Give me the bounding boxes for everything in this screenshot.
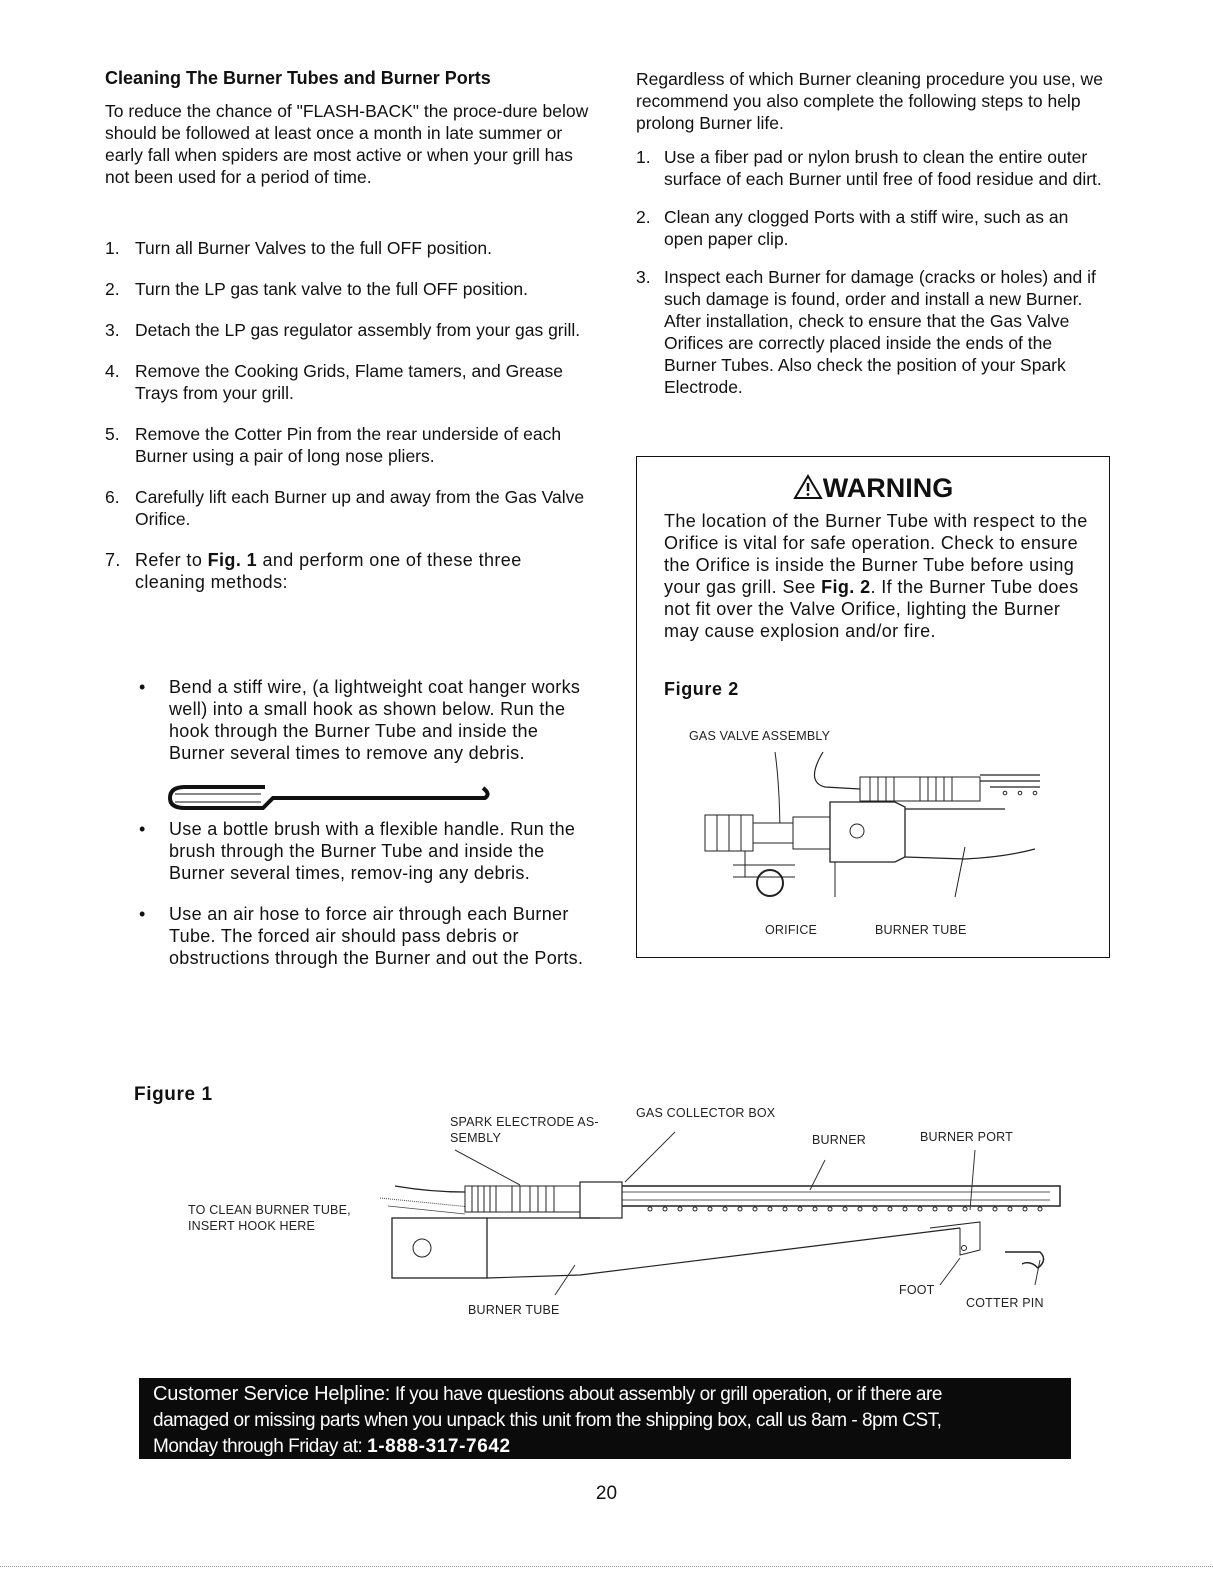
figure1-label: Figure 1 <box>134 1084 213 1105</box>
method-text: Use a bottle brush with a flexible handle. Run the brush through the Burner Tube and inside the Burner several times, remov-ing any debris. <box>169 819 576 883</box>
step-number: 7. <box>105 550 121 570</box>
step-item <box>105 319 595 341</box>
right-intro-paragraph: Regardless of which Burner cleaning procedure you use, we recommend you also complete the following steps to help prolong Burner life. <box>636 69 1103 133</box>
step-text-pre: Refer to <box>135 550 208 570</box>
step-text: Turn the LP gas tank valve to the full OFF position. <box>135 279 528 299</box>
warning-title <box>637 473 1109 504</box>
gas-valve-label: GAS VALVE ASSEMBLY <box>689 729 831 743</box>
helpline-line-1 <box>153 1381 1057 1408</box>
insert-hook-label: INSERT HOOK HERE <box>188 1219 316 1233</box>
foot-label: FOOT <box>899 1283 935 1297</box>
method-item <box>105 676 595 764</box>
clean-tube-label: TO CLEAN BURNER TUBE, <box>188 1203 351 1217</box>
method-text: Use an air hose to force air through each Burner Tube. The forced air should pass debris or obstructions through the Burner and out the Ports. <box>169 904 584 968</box>
figure2-diagram <box>675 747 1095 917</box>
helpline-text: Monday through Friday at: <box>153 1436 368 1457</box>
figure2-label: Figure 2 <box>664 679 739 699</box>
step-text: Clean any clogged Ports with a stiff wire, such as an open paper clip. <box>664 207 1069 249</box>
spark-electrode-label-cont: SEMBLY <box>450 1131 501 1145</box>
step-item <box>105 486 595 530</box>
helpline-line-3 <box>153 1434 1057 1460</box>
warning-text-pre: The location of the Burner Tube with respect to the Orifice is vital for safe operation. Check to ensure the Orifice is inside the Burner Tube before using your gas grill. See <box>664 511 1088 597</box>
step-item <box>105 549 595 593</box>
step-text: Detach the LP gas regulator assembly from your gas grill. <box>135 320 581 340</box>
section-title: Cleaning The Burner Tubes and Burner Ports <box>105 68 491 88</box>
cotter-pin-label: COTTER PIN <box>966 1296 1044 1310</box>
step-number: 1. <box>105 238 120 258</box>
burner-label: BURNER <box>812 1133 866 1147</box>
step-item <box>105 278 595 300</box>
step-number: 2. <box>636 207 651 227</box>
customer-service-banner <box>139 1378 1071 1459</box>
page-number: 20 <box>595 1483 618 1504</box>
step-number: 3. <box>636 267 651 287</box>
warning-triangle-icon <box>793 474 823 500</box>
warning-text <box>664 510 1089 642</box>
bullet-icon: • <box>139 819 146 839</box>
helpline-phone: 1-888-317-7642 <box>367 1436 511 1457</box>
helpline-text: If you have questions about assembly or grill operation, or if there are <box>390 1384 942 1405</box>
step-number: 1. <box>636 147 651 167</box>
step-item <box>636 206 1106 250</box>
cleaning-steps-list <box>105 237 595 612</box>
bullet-icon: • <box>139 677 146 697</box>
step-text: Inspect each Burner for damage (cracks or holes) and if such damage is found, order and install a new Burner. After installation, check to ensure that the Gas Valve Orifices are correctly placed inside the ends of the Burner Tubes. Also check the position of your Spark Electrode. <box>664 267 1096 397</box>
intro-paragraph: To reduce the chance of "FLASH-BACK" the proce-dure below should be followed at least once a month in late summer or early fall when spiders are most active or when your grill has not been used for a period of time. <box>105 101 589 187</box>
warning-text-post: . If the Burner Tube does not fit over the Valve Orifice, lighting the Burner may cause explosion and/or fire. <box>664 577 1079 641</box>
hook-illustration <box>165 784 495 824</box>
figure1-diagram <box>280 1130 1080 1305</box>
helpline-heading: Customer Service Helpline: <box>153 1383 391 1405</box>
maintenance-steps-list <box>636 146 1106 414</box>
step-number: 5. <box>105 424 120 444</box>
step-text: Use a fiber pad or nylon brush to clean the entire outer surface of each Burner until free of food residue and dirt. <box>664 147 1102 189</box>
page-bottom-border <box>0 1566 1213 1567</box>
method-text: Bend a stiff wire, (a lightweight coat hanger works well) into a small hook as shown below. Run the hook through the Burner Tube and inside the Burner several times to remove any debris. <box>169 677 581 763</box>
gas-collector-label: GAS COLLECTOR BOX <box>636 1106 776 1120</box>
burner-ports <box>648 1207 1042 1211</box>
step-item <box>105 360 595 404</box>
step-text-post: and perform one of these three cleaning methods: <box>135 550 522 592</box>
spark-electrode-label: SPARK ELECTRODE AS- <box>450 1115 599 1129</box>
burner-tube-label: BURNER TUBE <box>875 923 967 937</box>
step-text: Remove the Cooking Grids, Flame tamers, and Grease Trays from your grill. <box>135 361 563 403</box>
step-text: Turn all Burner Valves to the full OFF position. <box>135 238 492 258</box>
step-item <box>105 423 595 467</box>
helpline-line-2: damaged or missing parts when you unpack this unit from the shipping box, call us 8am - 8pm CST, <box>153 1410 942 1431</box>
orifice-label: ORIFICE <box>765 923 818 937</box>
method-item <box>105 903 595 969</box>
step-number: 4. <box>105 361 120 381</box>
step-item <box>636 266 1106 398</box>
warning-box <box>636 456 1110 958</box>
bullet-icon: • <box>139 904 146 924</box>
step-text: Remove the Cotter Pin from the rear underside of each Burner using a pair of long nose pliers. <box>135 424 562 466</box>
step-number: 3. <box>105 320 120 340</box>
step-number: 2. <box>105 279 120 299</box>
step-item <box>636 146 1106 190</box>
warning-title-text: WARNING <box>822 473 954 503</box>
burner-port-label: BURNER PORT <box>920 1130 1013 1144</box>
step-item <box>105 237 595 259</box>
step-number: 6. <box>105 487 120 507</box>
fig-reference: Fig. 2 <box>821 577 871 597</box>
step-text: Carefully lift each Burner up and away from the Gas Valve Orifice. <box>135 487 585 529</box>
fig-reference: Fig. 1 <box>207 550 258 570</box>
burner-tube-label: BURNER TUBE <box>468 1303 560 1317</box>
method-item <box>105 818 595 884</box>
